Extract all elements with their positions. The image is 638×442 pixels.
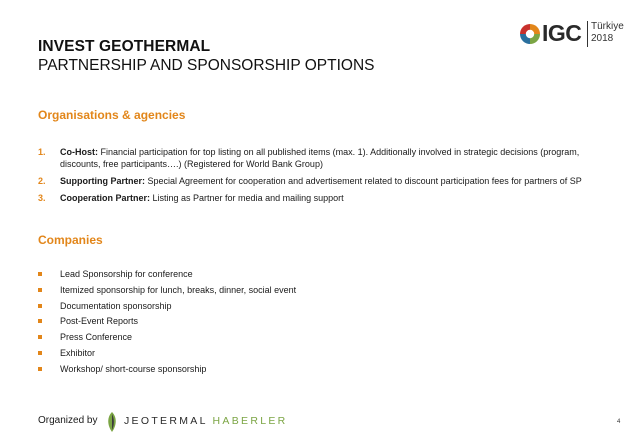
bullet-square-icon [38, 319, 42, 323]
list-item [38, 331, 296, 347]
bullet-square-icon [38, 304, 42, 308]
bullet-square-icon [38, 288, 42, 292]
list-item [38, 284, 296, 300]
item-lead: Supporting Partner: [60, 176, 145, 186]
item-text: Exhibitor [60, 347, 96, 358]
logo-year: 2018 [591, 33, 614, 44]
list-item [38, 268, 296, 284]
jeotermal-brand-text [124, 415, 288, 427]
logo-country: Türkiye [591, 21, 624, 32]
logo-text: IGC [542, 20, 582, 46]
item-text: Press Conference [60, 332, 133, 343]
list-number: 1. [38, 147, 46, 157]
item-text: Special Agreement for cooperation and advertisement related to discount participation fees for partners of SP [145, 176, 582, 186]
bullet-square-icon [38, 351, 42, 355]
bullet-square-icon [38, 367, 42, 371]
list-item [38, 347, 296, 363]
item-text: Post-Event Reports [60, 316, 139, 327]
list-item [38, 175, 598, 187]
brand-part-2: HABERLER [207, 415, 288, 427]
list-item [38, 146, 598, 170]
igc-logo [520, 19, 624, 49]
item-text: Workshop/ short-course sponsorship [60, 363, 207, 374]
page-title: INVEST GEOTHERMAL [38, 38, 211, 55]
companies-heading: Companies [38, 233, 103, 247]
item-text: Financial participation for top listing on all published items (max. 1). Additionally involved in strategic decisions (program, discounts, free participants….) (Registered for World Bank Group) [60, 147, 580, 169]
bullet-square-icon [38, 335, 42, 339]
item-lead: Co-Host: [60, 147, 98, 157]
organisations-list [38, 146, 598, 209]
footer-label: Organized by [38, 415, 98, 426]
item-text: Lead Sponsorship for conference [60, 269, 193, 279]
list-number: 3. [38, 193, 46, 203]
list-item [38, 315, 296, 331]
companies-list [38, 268, 296, 379]
title-block [38, 38, 375, 75]
list-item [38, 363, 296, 379]
list-number: 2. [38, 176, 46, 186]
item-text: Itemized sponsorship for lunch, breaks, dinner, social event [60, 284, 297, 295]
list-item [38, 300, 296, 316]
bullet-square-icon [38, 272, 42, 276]
organisations-heading: Organisations & agencies [38, 108, 186, 122]
jeotermal-logo-icon [104, 412, 120, 432]
page-subtitle: PARTNERSHIP AND SPONSORSHIP OPTIONS [38, 57, 375, 74]
list-item [38, 192, 598, 204]
item-lead: Cooperation Partner: [60, 193, 151, 203]
item-text: Listing as Partner for media and mailing support [150, 193, 344, 203]
item-text: Documentation sponsorship [60, 300, 172, 311]
igc-logo-mark-icon [520, 24, 540, 44]
page-number: 4 [617, 419, 621, 425]
logo-divider [587, 21, 588, 47]
brand-part-1: JEOTERMAL [124, 415, 208, 427]
